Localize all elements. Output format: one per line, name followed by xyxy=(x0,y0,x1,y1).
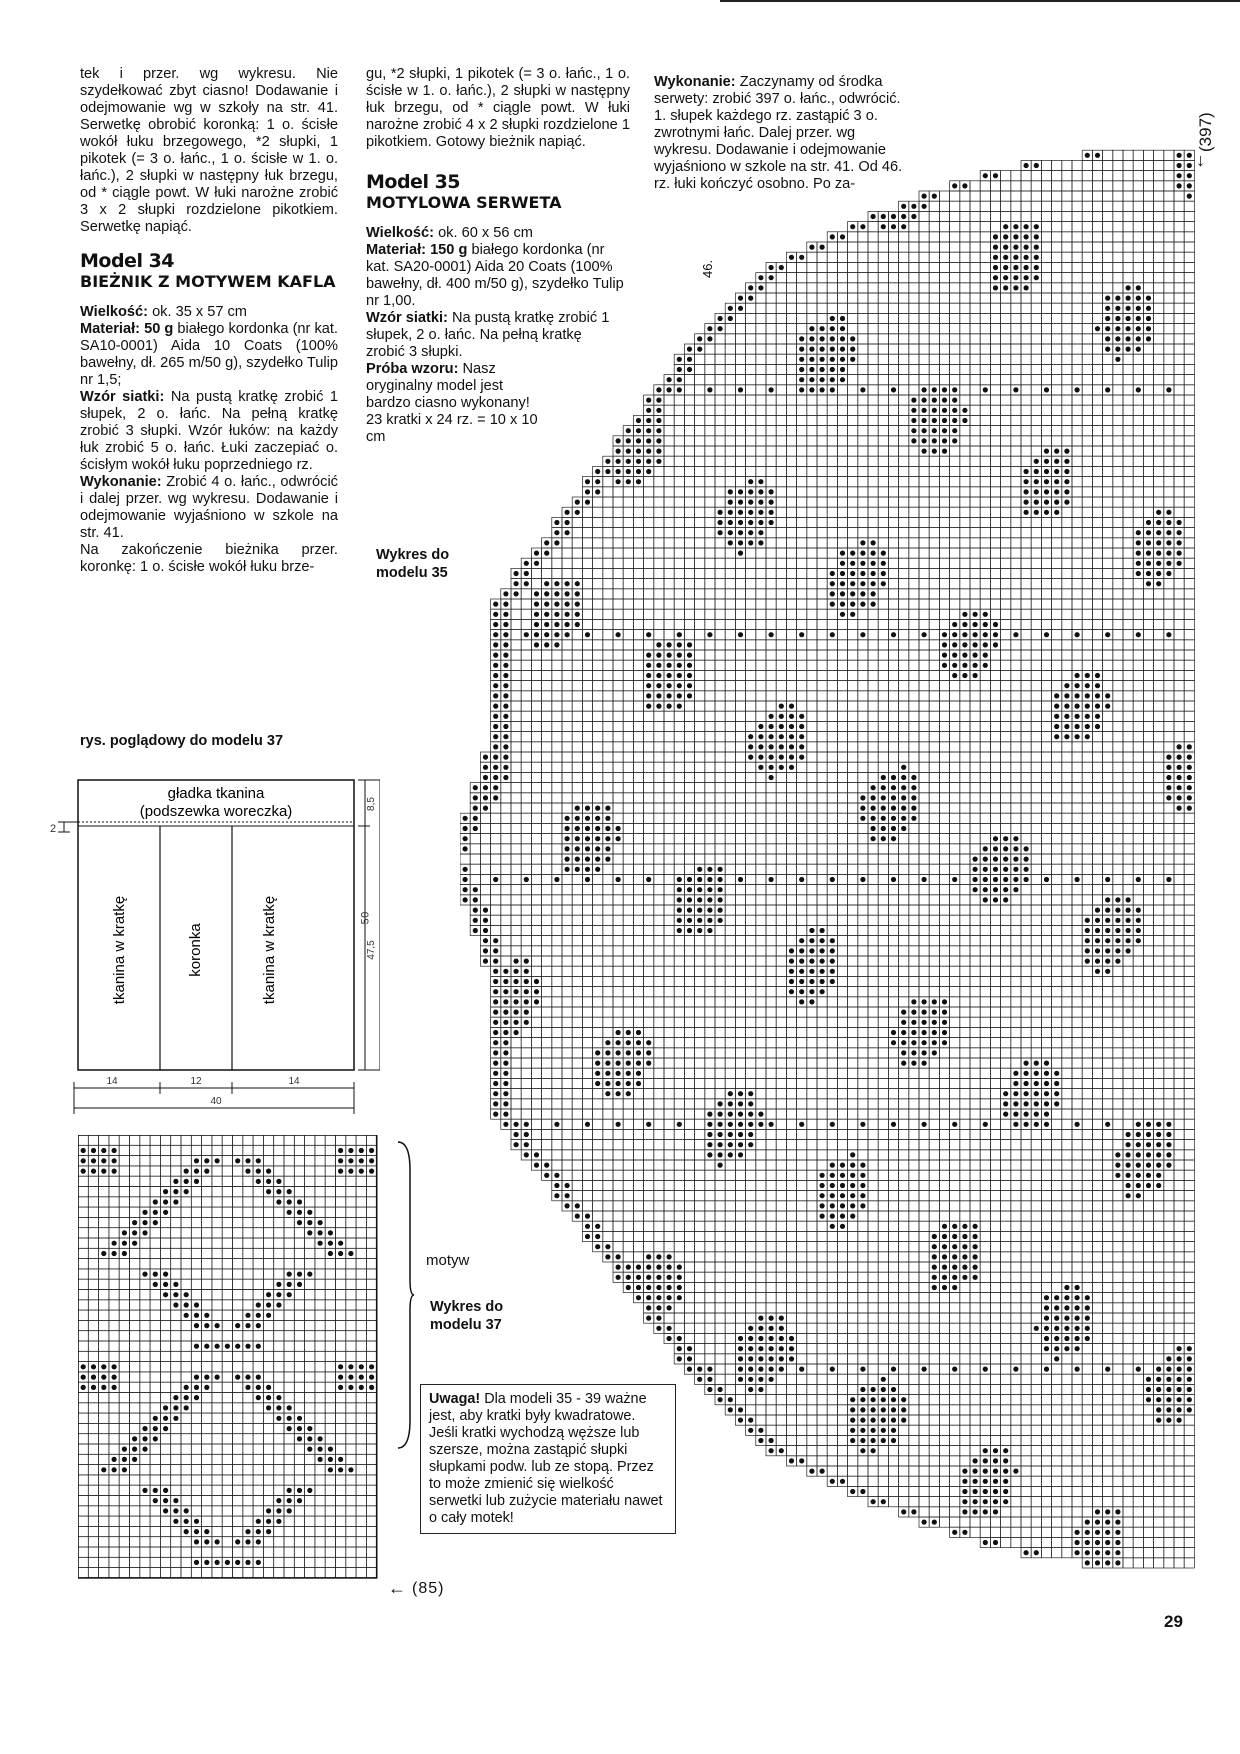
diagram37-top-label-1: gładka tkanina xyxy=(167,785,265,802)
chart37-arrow-icon: ← xyxy=(388,1578,406,1598)
model35-execution-label: Wykonanie: xyxy=(654,74,736,90)
model34-material-value: białego kordonka (nr kat. SA10-0001) Aida 10 Coats (100% bawełny, dł. 265 m/50 g), szydełko Tulip nr 1,5; xyxy=(80,321,338,388)
model35-sample-value: Nasz oryginalny model jest bardzo ciasno wykonany! 23 kratki x 24 rz. = 10 x 10 cm xyxy=(366,361,538,445)
model34-material-label: Materiał: 50 g xyxy=(80,321,174,337)
warning-label: Uwaga! xyxy=(429,1391,481,1407)
diagram37-dim-50-label: 50 xyxy=(360,911,373,925)
diagram37-caption: rys. poglądowy do modelu 37 xyxy=(80,733,284,749)
model35-material-value: białego kordonka (nr kat. SA20-0001) Aida 20 Coats (100% bawełny, dł. 400 m/50 g), szydełko Tulip nr 1,00. xyxy=(366,242,624,309)
model34-execution-label: Wykonanie: xyxy=(80,474,162,490)
diagram37-dim-85: 8,5 xyxy=(366,797,377,811)
model35-execution-value: Zaczynamy od środka serwety: zrobić 397 o. łańc., odwrócić. 1. słupek każdego rz. zastąpić 3 o. zwrotnymi łańc. Dalej przer. wg wykresu. Dodawanie i odejmowanie wyjaśniono w szkole na str. 41. Od 46. rz. łuki kończyć osobno. Po za- xyxy=(654,74,903,192)
chart35-caption: Wykres do modelu 35 xyxy=(376,547,450,581)
model34-title: BIEŻNIK Z MOTYWEM KAFLA xyxy=(80,272,336,291)
chart37-count-marker: (85) xyxy=(412,1580,445,1597)
model35-material-label: Materiał: 150 g xyxy=(366,242,468,258)
warning-text: Dla modeli 35 - 39 ważne jest, aby kratki były kwadratowe. Jeśli kratki wychodzą węższe lub szersze, można zastąpić słupki słupkami podw. lub ze stopą. Przez to może zmienić się wielkość serwetki lub zużycie materiału nawet o cały motek! xyxy=(429,1391,663,1526)
model35-grid-value: Na pustą kratkę zrobić 1 słupek, 2 o. łańc. Na pełną kratkę zrobić 3 słupki. xyxy=(366,310,610,360)
top-rule xyxy=(720,0,1240,2)
chart37-motif-label: motyw xyxy=(426,1252,470,1269)
model35-title: MOTYLOWA SERWETA xyxy=(366,193,562,212)
diagram37-panel-left: tkanina w kratkę xyxy=(111,895,128,1005)
model34-grid-value: Na pustą kratkę zrobić 1 słupek, 2 o. łańc. Na pełną kratkę zrobić 3 słupki. Wzór łuków: na każdy łuk zrobić 5 o. łańc. Łuki zaczepiać o. ścisłym wokół łuku poprzedniego rz. xyxy=(80,389,338,473)
warning-note xyxy=(420,1384,676,1534)
diagram37 xyxy=(40,770,380,1120)
chart37-motif-bracket xyxy=(396,1140,416,1450)
diagram37-dim-40: 40 xyxy=(210,1096,222,1107)
chart37-caption: Wykres do modelu 37 xyxy=(430,1299,504,1333)
model35-size-value: ok. 60 x 56 cm xyxy=(438,225,533,241)
diagram37-dim-12: 12 xyxy=(190,1076,202,1087)
model34-execution-value: Zrobić 4 o. łańc., odwrócić i dalej przer. wg wykresu. Dodawanie i odejmowanie wyjaśniono w szkole na str. 41. xyxy=(80,474,338,541)
diagram37-top-label-2: (podszewka woreczka) xyxy=(139,803,293,820)
model34-size-value: ok. 35 x 57 cm xyxy=(152,304,247,320)
chart35-arrow-icon: ↓ xyxy=(1196,150,1205,170)
left-intro-text: tek i przer. wg wykresu. Nie szydełkować zbyt ciasno! Dodawanie i odejmowanie wg w szkoły na str. 41. Serwetkę obrobić koronką: 1 o. ścisłe wokół łuku brzegowego, *2 słupki, 1 pikotek (= 3 o. łańc., 1 o. ścisłe w 1. o. łańc.), 2 słupki w następny łuk brzegu, od * ciągle powt. W łuki narożne zrobić 3 x 2 słupki rozdzielone pikotkiem. Serwetkę napiąć. xyxy=(80,66,338,235)
chart35-grid xyxy=(460,140,1200,1580)
model35-grid-label: Wzór siatki: xyxy=(366,310,448,326)
model34-size-label: Wielkość: xyxy=(80,304,148,320)
row-marker-46: 46. xyxy=(700,259,715,278)
left-column xyxy=(80,66,338,576)
model34-ending: Na zakończenie bieżnika przer. koronkę: 1 o. ścisłe wokół łuku brze- xyxy=(80,542,338,575)
chart37-grid xyxy=(78,1135,388,1585)
diagram37-panel-mid: koronka xyxy=(187,923,204,977)
diagram37-dim-14b: 14 xyxy=(288,1076,300,1087)
page-number: 29 xyxy=(1164,1612,1183,1631)
diagram37-dim-2: 2 xyxy=(50,823,57,835)
model34-number: Model 34 xyxy=(80,250,175,272)
diagram37-dim-14a: 14 xyxy=(106,1076,118,1087)
diagram37-dim-475: 47,5 xyxy=(366,940,377,960)
model35-sample-label: Próba wzoru: xyxy=(366,361,459,377)
model35-number: Model 35 xyxy=(366,171,461,193)
middle-intro-text: gu, *2 słupki, 1 pikotek (= 3 o. łańc., 1 o. ścisłe w 1. o. łańc.), 2 słupki w następny łuk brzegu, od * ciągle powt. W łuki narożne zrobić 4 x 2 słupki rozdzielone 1 pikotkiem. Gotowy bieżnik napiąć. xyxy=(366,66,630,150)
model35-size-label: Wielkość: xyxy=(366,225,434,241)
diagram37-panel-right: tkanina w kratkę xyxy=(261,895,278,1005)
model34-grid-label: Wzór siatki: xyxy=(80,389,165,405)
